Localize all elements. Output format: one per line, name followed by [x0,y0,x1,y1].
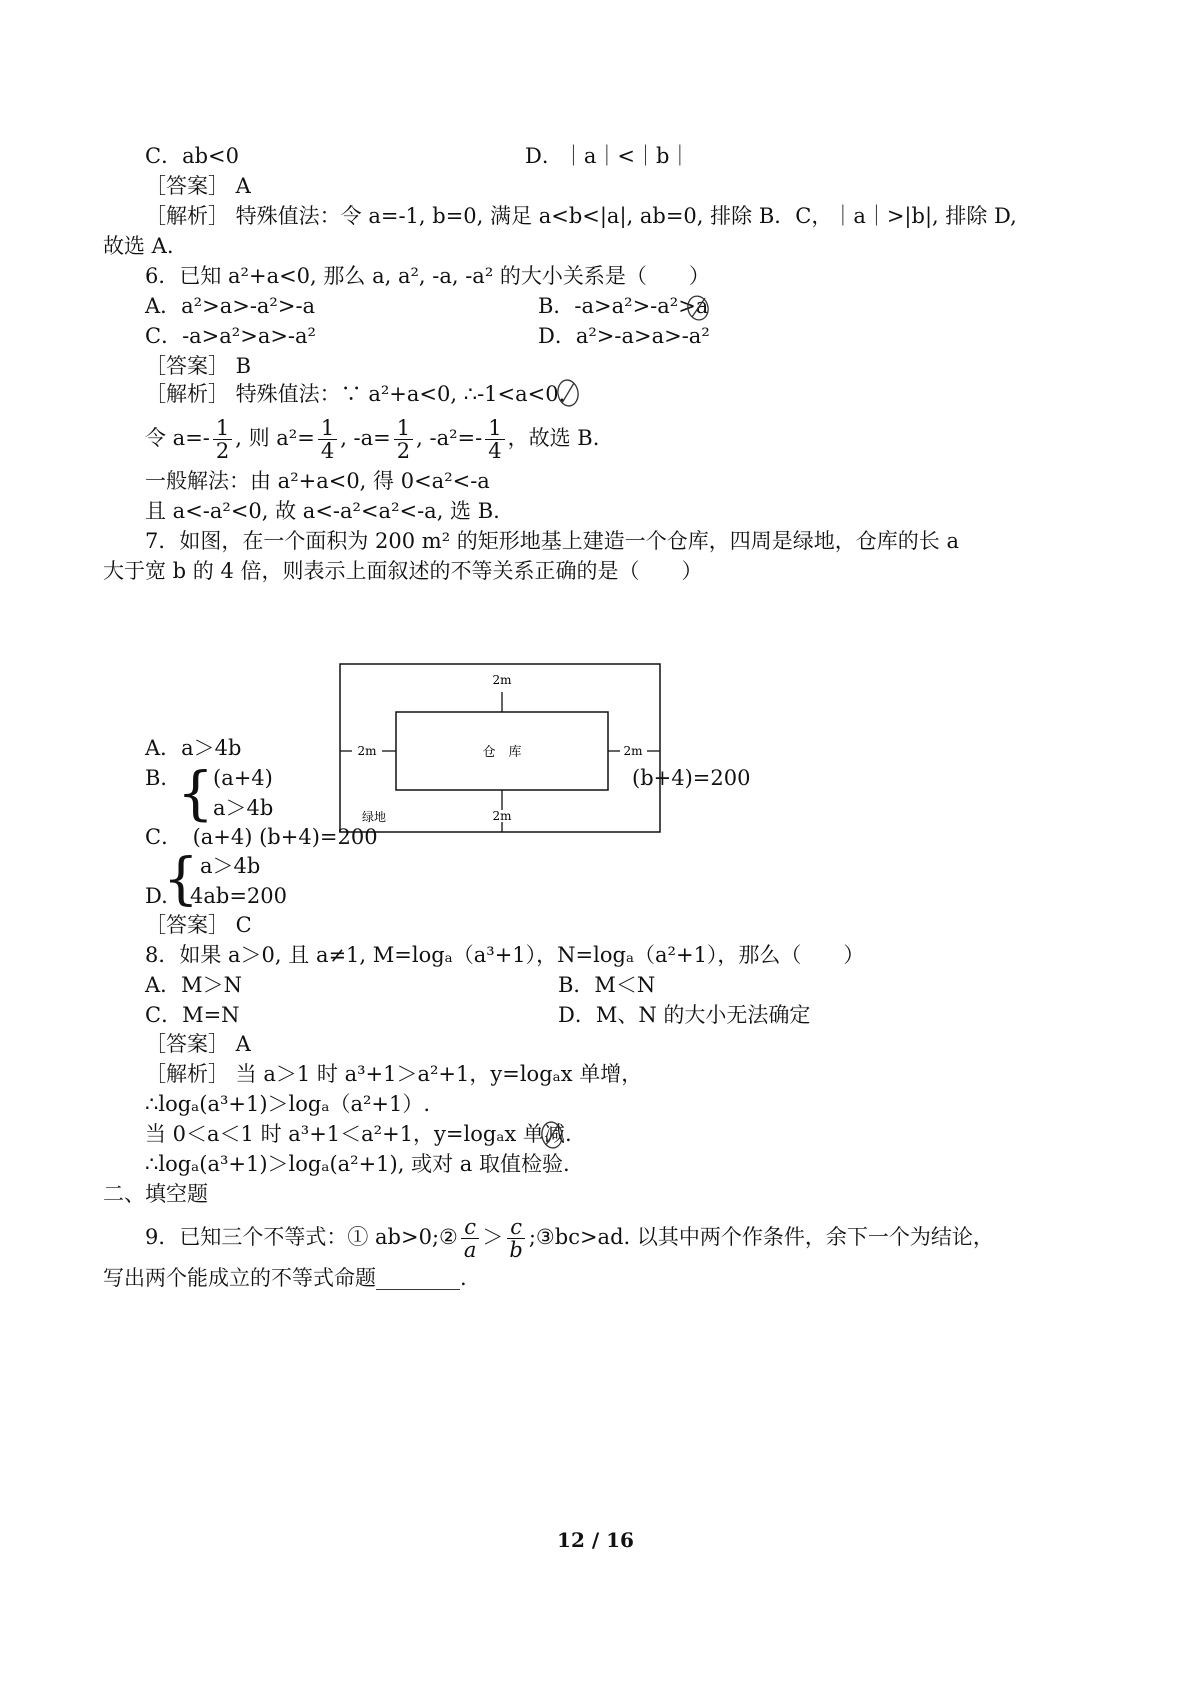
page-number: 12 / 16 [557,1528,634,1552]
fraction-denominator: 4 [488,439,502,463]
q6-let-suffix: ，故选 B. [507,426,600,450]
q6-let-mid1: , 则 a²= [235,426,315,450]
green-area-label: 绿地 [362,810,387,824]
fraction-numerator: 1 [394,417,413,440]
q6-answer: ［答案］ B [145,354,252,378]
q6-let-prefix: 令 a=- [145,426,210,450]
q7-stem-line2: 大于宽 b 的 4 倍，则表示上面叙述的不等关系正确的是（ ） [103,559,703,583]
q5-answer: ［答案］ A [145,174,251,198]
q6-option-a: A．a²>a>-a²>-a [145,294,316,318]
left-brace: { [177,759,214,827]
left-distance-label: 2m [357,744,377,758]
right-distance-label: 2m [623,744,643,758]
q6-stem: 6．已知 a²+a<0, 那么 a, a², -a, -a² 的大小关系是（ ） [145,264,710,288]
fraction-numerator: 1 [213,417,232,440]
q6-option-c: C．-a>a²>a>-a² [145,324,316,348]
fraction-c-over-a [461,1216,480,1261]
q9-stem-line1 [145,1212,994,1262]
q5-analysis-line1: ［解析］ 特殊值法：令 a=-1, b=0, 满足 a<b<|a|, ab=0, 排除 B．C，｜a｜>|b|, 排除 D, [145,204,1017,228]
q8-answer: ［答案］ A [145,1032,251,1056]
warehouse-label: 仓 库 [482,745,522,760]
fraction-numerator: 1 [318,417,337,440]
q7-option-b-prefix: B． [145,766,182,790]
q5-option-c: C．ab<0 [145,144,239,168]
fraction-c-over-b [506,1216,525,1261]
fraction-denominator: 2 [396,439,411,463]
q8-analysis-line3: 当 0＜a＜1 时 a³+1＜a²+1，y=logₐx 单减. [145,1122,572,1146]
q6-let-mid2: , -a= [340,426,391,450]
q6-option-b: B．-a>a²>-a²>a [538,294,709,318]
fraction-denominator: b [509,1238,523,1262]
q6-general-line1: 一般解法：由 a²+a<0, 得 0<a²<-a [145,469,490,493]
handwritten-circle-mark [554,376,584,410]
greater-than-sign: ＞ [482,1225,504,1249]
handwritten-circle-mark [538,1118,568,1152]
q7-option-b-line1: (a+4) [213,766,273,790]
q5-analysis-line2: 故选 A. [103,234,174,258]
q8-analysis-line4: ∴logₐ(a³+1)＞logₐ(a²+1), 或对 a 取值检验. [145,1152,570,1176]
q9-stem-prefix: 9．已知三个不等式：① ab>0;② [145,1225,458,1249]
q8-option-d: D．M、N 的大小无法确定 [558,1003,811,1027]
q7-option-d-prefix: D. [145,884,168,908]
q6-let-line [145,414,599,462]
fraction-numerator: c [461,1216,479,1239]
top-distance-label: 2m [492,673,512,687]
fraction-quarter [318,417,337,462]
handwritten-circle-mark [684,292,714,324]
q7-option-b-line1-tail: (b+4)=200 [632,766,751,790]
q9-stem-line2: 写出两个能成立的不等式命题________. [103,1266,467,1290]
q8-option-b: B．M＜N [558,973,656,997]
warehouse-figure [338,662,663,837]
fraction-numerator: c [507,1216,525,1239]
q7-option-c: C． (a+4) (b+4)=200 [145,825,378,849]
q5-option-d: D．｜a｜<｜b｜ [525,144,691,168]
fraction-numerator: 1 [485,417,504,440]
q8-stem: 8．如果 a＞0, 且 a≠1, M=logₐ（a³+1），N=logₐ（a²+1），那么（ ） [145,943,865,967]
q6-let-mid3: , -a²=- [416,426,483,450]
fraction-denominator: a [463,1238,477,1262]
q7-answer: ［答案］ C [145,913,252,937]
fraction-denominator: 4 [320,439,335,463]
q6-option-d: D．a²>-a>a>-a² [538,324,710,348]
q6-analysis-line1: ［解析］ 特殊值法：∵ a²+a<0, ∴-1<a<0. [145,382,566,406]
q7-option-d-line1: a＞4b [200,854,261,878]
q7-option-a: A．a＞4b [145,736,242,760]
q6-general-line2: 且 a<-a²<0, 故 a<-a²<a²<-a, 选 B. [145,499,500,523]
section-title: 二、填空题 [103,1182,208,1206]
q9-stem-suffix: ;③bc>ad. 以其中两个作条件，余下一个为结论， [528,1225,994,1249]
q8-option-a: A．M＞N [145,973,243,997]
q7-option-d-line2: 4ab=200 [190,884,288,908]
fraction-half [213,417,232,462]
q8-analysis-line1: ［解析］ 当 a＞1 时 a³+1＞a²+1，y=logₐx 单增， [145,1062,643,1086]
fraction-denominator: 2 [215,439,230,463]
fraction-half [394,417,413,462]
q8-analysis-line2: ∴logₐ(a³+1)＞logₐ（a²+1）. [145,1092,431,1116]
q7-option-b-line2: a＞4b [213,796,274,820]
bottom-distance-label: 2m [492,809,512,823]
q7-stem-line1: 7．如图，在一个面积为 200 m² 的矩形地基上建造一个仓库，四周是绿地，仓库的长 a [145,529,959,553]
left-brace: { [163,847,199,912]
fraction-quarter [485,417,504,462]
q8-option-c: C．M=N [145,1003,240,1027]
